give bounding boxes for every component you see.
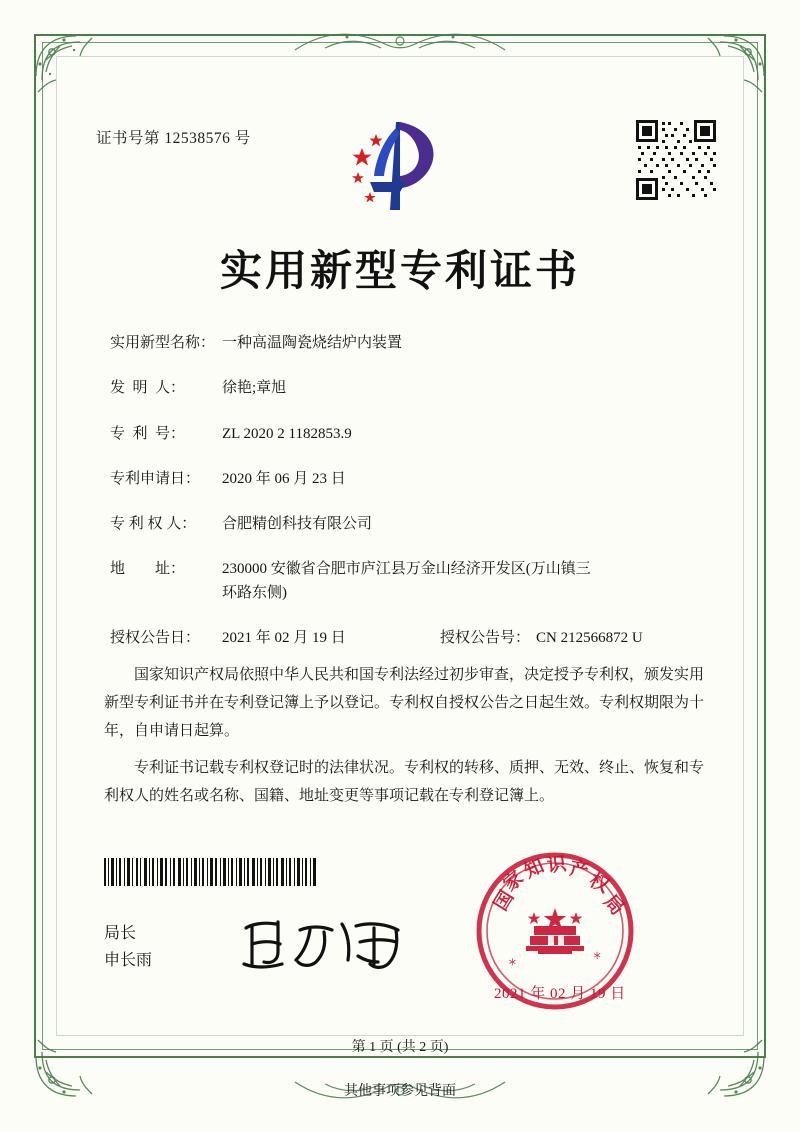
svg-text:权: 权 — [585, 869, 613, 898]
field-grant-row — [110, 627, 700, 650]
field-patentee — [110, 513, 700, 536]
field-label: 授权公告号： — [440, 629, 531, 646]
field-label: 专 利 权 人： — [110, 516, 197, 532]
field-grant-number — [440, 627, 643, 650]
signature-name: 申长雨 — [104, 952, 153, 970]
svg-text:⁎: ⁎ — [587, 947, 606, 962]
page-number: 第 1 页 (共 2 页) — [351, 1040, 449, 1055]
field-value: ZL 2020 2 1182853.9 — [222, 425, 352, 442]
field-value: 一种高温陶瓷烧结炉内装置 — [222, 335, 403, 351]
seal-date: 2021 年 02 月 19 日 — [494, 986, 626, 1002]
qr-code-icon — [634, 118, 718, 202]
paragraph-2: 专利证书记载专利权登记时的法律状况。专利权的转移、质押、无效、终止、恢复和专利权人的姓名或名称、国籍、地址变更等事项记载在专利登记簿上。 — [104, 760, 705, 804]
signature-block — [104, 920, 152, 974]
handwritten-signature — [238, 908, 428, 978]
field-application-date — [110, 468, 700, 491]
svg-text:知: 知 — [521, 855, 548, 883]
field-value: CN 212566872 U — [536, 629, 643, 646]
field-label: 授权公告日： — [110, 629, 201, 646]
fields-block — [110, 332, 700, 672]
barcode-icon — [104, 858, 316, 886]
field-label: 地 址： — [110, 561, 186, 578]
field-value: 2020 年 06 月 23 日 — [222, 470, 346, 487]
field-label: 实用新型名称： — [110, 335, 216, 351]
field-value: 230000 安徽省合肥市庐江县万金山经济开发区(万山镇三 — [222, 561, 591, 578]
field-patent-number — [110, 423, 700, 446]
field-value: 合肥精创科技有限公司 — [222, 516, 373, 532]
svg-text:局: 局 — [599, 891, 628, 920]
svg-text:产: 产 — [568, 858, 591, 883]
field-grant-date — [110, 627, 440, 650]
field-value: 徐艳;章旭 — [222, 380, 287, 397]
field-label: 专利申请日： — [110, 470, 201, 487]
svg-text:家: 家 — [499, 867, 528, 896]
svg-text:国: 国 — [490, 887, 519, 915]
patent-office-logo-icon — [340, 112, 460, 220]
field-address — [110, 558, 700, 605]
legal-text-block — [104, 662, 704, 821]
field-label: 专 利 号： — [110, 425, 186, 442]
paragraph-1: 国家知识产权局依照中华人民共和国专利法经过初步审查，决定授予专利权，颁发实用新型专利证书并在专利登记簿上予以登记。专利权自授权公告之日起生效。专利权期限为十年，自申请日起算。 — [104, 667, 705, 739]
corner-ornament-top-right — [692, 30, 770, 108]
certificate-number: 证书号第 12538576 号 — [96, 130, 251, 147]
svg-text:识: 识 — [546, 853, 568, 877]
field-utility-model-name — [110, 332, 700, 355]
page-title: 实用新型专利证书 — [219, 249, 580, 295]
signature-role: 局长 — [104, 925, 137, 942]
corner-ornament-top-left — [30, 30, 108, 108]
field-inventor — [110, 377, 700, 400]
field-value-line2: 环路东侧) — [222, 584, 287, 601]
svg-text:⁎: ⁎ — [504, 954, 523, 969]
field-value: 2021 年 02 月 19 日 — [222, 629, 346, 646]
footer-note: 其他事项参见背面 — [344, 1084, 456, 1099]
top-edge-ornament — [285, 24, 515, 58]
field-label: 发 明 人： — [110, 380, 186, 397]
